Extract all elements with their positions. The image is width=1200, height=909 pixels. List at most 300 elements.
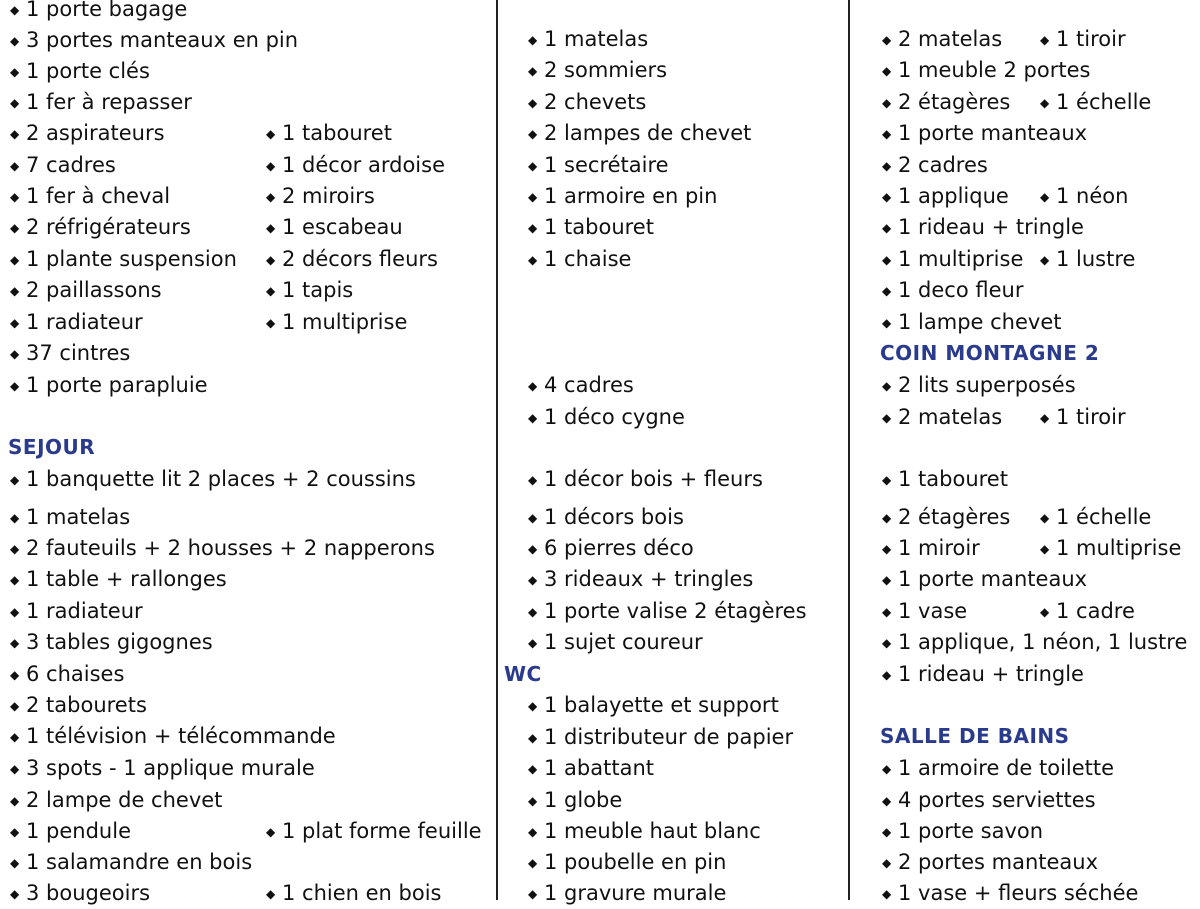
bullet-diamond-icon: ◆ [266, 253, 276, 267]
inventory-row [0, 244, 496, 274]
inventory-item-secondary [1040, 596, 1135, 627]
inventory-item-label: 3 rideaux + tringles [544, 567, 754, 591]
inventory-item-label: 1 décor ardoise [282, 153, 445, 177]
bullet-diamond-icon: ◆ [882, 127, 892, 141]
inventory-item-label: 1 radiateur [26, 310, 143, 334]
inventory-row [852, 24, 1200, 54]
inventory-item-label: 2 étagères [898, 90, 1011, 114]
inventory-item-label: 1 tabouret [282, 121, 392, 145]
inventory-row [500, 24, 848, 54]
bullet-diamond-icon: ◆ [528, 542, 538, 556]
inventory-item [528, 753, 654, 784]
inventory-column-entrance-sejour [0, 0, 496, 905]
inventory-item-label: 1 échelle [1056, 90, 1152, 114]
inventory-item-secondary [266, 816, 482, 847]
inventory-row [500, 212, 848, 242]
inventory-item [882, 370, 1076, 401]
inventory-item-label: 1 lustre [1056, 247, 1136, 271]
inventory-row [500, 847, 848, 877]
inventory-item [10, 212, 191, 243]
bullet-diamond-icon: ◆ [1040, 190, 1050, 204]
inventory-row [500, 816, 848, 846]
bullet-diamond-icon: ◆ [528, 573, 538, 587]
inventory-item-secondary [266, 212, 403, 243]
inventory-item-label: 1 tiroir [1056, 405, 1126, 429]
inventory-row [852, 150, 1200, 180]
bullet-diamond-icon: ◆ [528, 887, 538, 901]
inventory-row [500, 596, 848, 626]
inventory-item [528, 55, 667, 86]
inventory-item [882, 533, 980, 564]
bullet-diamond-icon: ◆ [10, 825, 20, 839]
inventory-item [528, 150, 669, 181]
inventory-item-label: 1 applique [898, 184, 1009, 208]
bullet-diamond-icon: ◆ [10, 34, 20, 48]
inventory-row [0, 87, 496, 117]
inventory-item-label: 2 sommiers [544, 58, 668, 82]
inventory-item-secondary [1040, 533, 1181, 564]
bullet-diamond-icon: ◆ [10, 379, 20, 393]
bullet-diamond-icon: ◆ [528, 159, 538, 173]
inventory-item [528, 627, 703, 658]
inventory-item-label: 1 distributeur de papier [544, 725, 794, 749]
inventory-row [0, 181, 496, 211]
inventory-row [852, 564, 1200, 594]
inventory-row [852, 275, 1200, 305]
inventory-item [882, 627, 1187, 658]
inventory-item-secondary [1040, 402, 1126, 433]
inventory-item-label: 1 multiprise [898, 247, 1024, 271]
inventory-item-label: 2 chevets [544, 90, 647, 114]
bullet-diamond-icon: ◆ [882, 668, 892, 682]
bullet-diamond-icon: ◆ [10, 473, 20, 487]
inventory-item-label: 2 tabourets [26, 693, 147, 717]
inventory-item [10, 627, 213, 658]
bullet-diamond-icon: ◆ [10, 253, 20, 267]
bullet-diamond-icon: ◆ [1040, 605, 1050, 619]
inventory-row [0, 56, 496, 86]
inventory-row [852, 533, 1200, 563]
inventory-item-label: 1 plante suspension [26, 247, 237, 271]
inventory-row [0, 627, 496, 657]
bullet-diamond-icon: ◆ [882, 605, 892, 619]
inventory-item [528, 878, 726, 909]
inventory-item-label: 1 porte clés [26, 59, 150, 83]
inventory-item [882, 753, 1114, 784]
inventory-row [0, 118, 496, 148]
bullet-diamond-icon: ◆ [882, 159, 892, 173]
inventory-item [882, 402, 1002, 433]
bullet-diamond-icon: ◆ [10, 159, 20, 173]
inventory-item-secondary [266, 307, 407, 338]
bullet-diamond-icon: ◆ [528, 762, 538, 776]
inventory-item [10, 502, 130, 533]
bullet-diamond-icon: ◆ [528, 794, 538, 808]
inventory-item-label: 1 porte savon [898, 819, 1044, 843]
bullet-diamond-icon: ◆ [882, 762, 892, 776]
inventory-row [852, 878, 1200, 908]
inventory-item-label: 3 portes manteaux en pin [26, 28, 299, 52]
inventory-row [852, 402, 1200, 432]
inventory-item-label: 1 tabouret [544, 215, 654, 239]
inventory-item [10, 721, 336, 752]
inventory-item [528, 847, 726, 878]
inventory-row [0, 307, 496, 337]
bullet-diamond-icon: ◆ [10, 794, 20, 808]
inventory-item [528, 244, 631, 275]
inventory-item-secondary [266, 181, 375, 212]
bullet-diamond-icon: ◆ [528, 221, 538, 235]
column-separator [496, 0, 498, 900]
bullet-diamond-icon: ◆ [1040, 96, 1050, 110]
inventory-row [0, 690, 496, 720]
inventory-item [528, 502, 684, 533]
bullet-diamond-icon: ◆ [528, 64, 538, 78]
inventory-item-label: 1 rideau + tringle [898, 215, 1084, 239]
inventory-item-label: 1 tapis [282, 278, 354, 302]
bullet-diamond-icon: ◆ [528, 731, 538, 745]
inventory-row [500, 244, 848, 274]
bullet-diamond-icon: ◆ [882, 411, 892, 425]
inventory-item-secondary [1040, 87, 1151, 118]
inventory-row [500, 464, 848, 494]
inventory-item-secondary [266, 150, 445, 181]
inventory-item-label: 1 tiroir [1056, 27, 1126, 51]
inventory-item-label: 1 gravure murale [544, 881, 727, 905]
bullet-diamond-icon: ◆ [10, 127, 20, 141]
inventory-item-label: 2 aspirateurs [26, 121, 165, 145]
inventory-item-label: 1 fer à repasser [26, 90, 192, 114]
inventory-item [882, 785, 1096, 816]
inventory-item-label: 1 tabouret [898, 467, 1008, 491]
inventory-item-label: 1 rideau + tringle [898, 662, 1084, 686]
inventory-item-label: 1 chien en bois [282, 881, 442, 905]
inventory-item-label: 1 globe [544, 788, 623, 812]
bullet-diamond-icon: ◆ [1040, 411, 1050, 425]
inventory-row [852, 847, 1200, 877]
bullet-diamond-icon: ◆ [882, 856, 892, 870]
inventory-row [500, 118, 848, 148]
inventory-item [10, 690, 147, 721]
inventory-row [852, 212, 1200, 242]
bullet-diamond-icon: ◆ [266, 159, 276, 173]
inventory-item [10, 25, 298, 56]
inventory-item [10, 370, 208, 401]
inventory-row [0, 533, 496, 563]
bullet-diamond-icon: ◆ [882, 825, 892, 839]
bullet-diamond-icon: ◆ [882, 473, 892, 487]
inventory-item-secondary [1040, 181, 1128, 212]
inventory-item-label: 1 porte valise 2 étagères [544, 599, 807, 623]
section-heading: COIN MONTAGNE 2 [880, 341, 1100, 365]
inventory-item-label: 1 fer à cheval [26, 184, 171, 208]
inventory-item-label: 1 abattant [544, 756, 654, 780]
inventory-row [0, 785, 496, 815]
inventory-row [0, 878, 496, 908]
bullet-diamond-icon: ◆ [10, 762, 20, 776]
inventory-item [10, 275, 162, 306]
inventory-column-mountain-bathroom [852, 0, 1200, 905]
inventory-row [0, 275, 496, 305]
inventory-row [0, 212, 496, 242]
inventory-item-label: 1 porte manteaux [898, 567, 1088, 591]
inventory-item [10, 307, 143, 338]
bullet-diamond-icon: ◆ [10, 573, 20, 587]
inventory-item [10, 56, 150, 87]
inventory-item-label: 1 décors bois [544, 505, 684, 529]
inventory-row [0, 659, 496, 689]
inventory-row [500, 785, 848, 815]
bullet-diamond-icon: ◆ [882, 316, 892, 330]
inventory-row [500, 690, 848, 720]
bullet-diamond-icon: ◆ [1040, 542, 1050, 556]
inventory-item-label: 1 balayette et support [544, 693, 779, 717]
inventory-item-label: 1 multiprise [282, 310, 408, 334]
bullet-diamond-icon: ◆ [528, 127, 538, 141]
inventory-item [882, 55, 1090, 86]
inventory-item-label: 1 secrétaire [544, 153, 669, 177]
inventory-item [10, 847, 252, 878]
inventory-item [10, 244, 237, 275]
inventory-item-secondary [266, 118, 392, 149]
bullet-diamond-icon: ◆ [10, 347, 20, 361]
bullet-diamond-icon: ◆ [528, 699, 538, 713]
inventory-item-label: 1 sujet coureur [544, 630, 703, 654]
inventory-item-label: 2 portes manteaux [898, 850, 1099, 874]
inventory-item [10, 564, 227, 595]
inventory-item-label: 1 décor bois + fleurs [544, 467, 763, 491]
inventory-item-label: 1 matelas [544, 27, 649, 51]
bullet-diamond-icon: ◆ [266, 284, 276, 298]
bullet-diamond-icon: ◆ [882, 542, 892, 556]
bullet-diamond-icon: ◆ [882, 190, 892, 204]
inventory-row [852, 55, 1200, 85]
inventory-row [500, 181, 848, 211]
inventory-row [852, 596, 1200, 626]
inventory-row [500, 87, 848, 117]
inventory-item-label: 1 lampe chevet [898, 310, 1062, 334]
bullet-diamond-icon: ◆ [882, 253, 892, 267]
bullet-diamond-icon: ◆ [882, 794, 892, 808]
inventory-item-label: 1 miroir [898, 536, 980, 560]
bullet-diamond-icon: ◆ [882, 96, 892, 110]
inventory-item-label: 7 cadres [26, 153, 116, 177]
inventory-item [882, 464, 1008, 495]
inventory-row [0, 753, 496, 783]
inventory-item [882, 878, 1138, 909]
inventory-item [10, 596, 143, 627]
inventory-item-label: 1 salamandre en bois [26, 850, 253, 874]
bullet-diamond-icon: ◆ [882, 573, 892, 587]
inventory-item [882, 181, 1009, 212]
bullet-diamond-icon: ◆ [10, 636, 20, 650]
bullet-diamond-icon: ◆ [528, 253, 538, 267]
inventory-item-label: 4 portes serviettes [898, 788, 1096, 812]
inventory-item-label: 1 néon [1056, 184, 1129, 208]
inventory-row [500, 564, 848, 594]
inventory-row [0, 816, 496, 846]
bullet-diamond-icon: ◆ [266, 190, 276, 204]
bullet-diamond-icon: ◆ [10, 605, 20, 619]
inventory-row [0, 847, 496, 877]
bullet-diamond-icon: ◆ [10, 190, 20, 204]
inventory-row [852, 816, 1200, 846]
inventory-row [852, 753, 1200, 783]
bullet-diamond-icon: ◆ [528, 856, 538, 870]
inventory-row [0, 0, 496, 24]
inventory-item-label: 1 meuble 2 portes [898, 58, 1091, 82]
section-heading: SEJOUR [8, 435, 96, 459]
inventory-item [528, 596, 807, 627]
bullet-diamond-icon: ◆ [266, 887, 276, 901]
bullet-diamond-icon: ◆ [10, 856, 20, 870]
inventory-row [500, 722, 848, 752]
inventory-row [500, 150, 848, 180]
bullet-diamond-icon: ◆ [1040, 253, 1050, 267]
inventory-row [500, 502, 848, 532]
inventory-item-label: 1 plat forme feuille [282, 819, 482, 843]
inventory-item [10, 181, 170, 212]
inventory-column-bedroom-wc [500, 0, 848, 905]
inventory-row [500, 878, 848, 908]
bullet-diamond-icon: ◆ [266, 127, 276, 141]
bullet-diamond-icon: ◆ [528, 411, 538, 425]
inventory-item [882, 24, 1002, 55]
column-separator [848, 0, 850, 900]
bullet-diamond-icon: ◆ [266, 316, 276, 330]
inventory-item [882, 847, 1098, 878]
bullet-diamond-icon: ◆ [10, 284, 20, 298]
inventory-item [882, 596, 967, 627]
bullet-diamond-icon: ◆ [528, 825, 538, 839]
inventory-item-label: 1 deco fleur [898, 278, 1024, 302]
inventory-item [10, 753, 315, 784]
inventory-row [852, 464, 1200, 494]
inventory-item [882, 118, 1087, 149]
bullet-diamond-icon: ◆ [882, 64, 892, 78]
bullet-diamond-icon: ◆ [882, 33, 892, 47]
bullet-diamond-icon: ◆ [10, 316, 20, 330]
bullet-diamond-icon: ◆ [528, 511, 538, 525]
inventory-item-label: 1 vase [898, 599, 968, 623]
inventory-item [10, 87, 192, 118]
inventory-item [10, 338, 130, 369]
inventory-item-label: 1 matelas [26, 505, 131, 529]
inventory-row [0, 464, 496, 494]
inventory-item-label: 1 meuble haut blanc [544, 819, 761, 843]
inventory-item [528, 118, 751, 149]
inventory-item-label: 1 chaise [544, 247, 632, 271]
section-heading: WC [504, 662, 542, 686]
inventory-item [10, 150, 116, 181]
inventory-item [10, 118, 165, 149]
inventory-item [882, 659, 1084, 690]
inventory-item-secondary [266, 244, 438, 275]
bullet-diamond-icon: ◆ [528, 379, 538, 393]
inventory-item-label: 1 applique, 1 néon, 1 lustre [898, 630, 1188, 654]
bullet-diamond-icon: ◆ [528, 96, 538, 110]
inventory-row [852, 370, 1200, 400]
inventory-item [528, 24, 648, 55]
inventory-item-label: 37 cintres [26, 341, 131, 365]
inventory-row [500, 627, 848, 657]
bullet-diamond-icon: ◆ [266, 825, 276, 839]
inventory-item [528, 564, 753, 595]
inventory-item-label: 2 réfrigérateurs [26, 215, 191, 239]
bullet-diamond-icon: ◆ [10, 887, 20, 901]
bullet-diamond-icon: ◆ [10, 730, 20, 744]
inventory-item-label: 1 pendule [26, 819, 131, 843]
inventory-row [500, 55, 848, 85]
inventory-item-label: 3 tables gigognes [26, 630, 213, 654]
inventory-item [882, 307, 1061, 338]
inventory-item-label: 1 radiateur [26, 599, 143, 623]
inventory-row [852, 244, 1200, 274]
inventory-item-label: 2 lampes de chevet [544, 121, 752, 145]
inventory-item-label: 2 lampe de chevet [26, 788, 223, 812]
bullet-diamond-icon: ◆ [10, 511, 20, 525]
inventory-item-label: 6 chaises [26, 662, 125, 686]
inventory-row [500, 753, 848, 783]
bullet-diamond-icon: ◆ [1040, 33, 1050, 47]
inventory-item-label: 1 table + rallonges [26, 567, 227, 591]
inventory-item-label: 2 miroirs [282, 184, 375, 208]
inventory-item-secondary [1040, 502, 1151, 533]
inventory-item [528, 212, 654, 243]
inventory-item-label: 1 déco cygne [544, 405, 685, 429]
inventory-row [0, 370, 496, 400]
inventory-item [528, 722, 793, 753]
inventory-item-label: 1 armoire de toilette [898, 756, 1115, 780]
inventory-row [0, 150, 496, 180]
bullet-diamond-icon: ◆ [882, 636, 892, 650]
inventory-item-label: 1 cadre [1056, 599, 1135, 623]
inventory-item [882, 212, 1084, 243]
inventory-item-label: 1 multiprise [1056, 536, 1182, 560]
bullet-diamond-icon: ◆ [528, 636, 538, 650]
inventory-item-label: 1 banquette lit 2 places + 2 coussins [26, 467, 416, 491]
inventory-item [882, 502, 1010, 533]
inventory-item-label: 1 échelle [1056, 505, 1152, 529]
inventory-item [10, 0, 187, 25]
inventory-item-label: 1 escabeau [282, 215, 403, 239]
inventory-row [0, 721, 496, 751]
inventory-row [500, 533, 848, 563]
bullet-diamond-icon: ◆ [10, 65, 20, 79]
inventory-item [528, 816, 761, 847]
inventory-item-label: 1 vase + fleurs séchée [898, 881, 1139, 905]
inventory-item [528, 690, 779, 721]
inventory-row [0, 596, 496, 626]
inventory-row [500, 402, 848, 432]
inventory-item [10, 878, 150, 909]
bullet-diamond-icon: ◆ [1040, 511, 1050, 525]
inventory-item-label: 4 cadres [544, 373, 634, 397]
inventory-item [882, 275, 1023, 306]
inventory-row [0, 564, 496, 594]
bullet-diamond-icon: ◆ [882, 284, 892, 298]
inventory-item [10, 659, 124, 690]
inventory-row [852, 87, 1200, 117]
inventory-item [528, 785, 622, 816]
inventory-item-label: 2 lits superposés [898, 373, 1076, 397]
bullet-diamond-icon: ◆ [10, 542, 20, 556]
inventory-item-label: 2 cadres [898, 153, 988, 177]
inventory-item [10, 464, 416, 495]
inventory-item-label: 2 matelas [898, 405, 1003, 429]
bullet-diamond-icon: ◆ [528, 190, 538, 204]
inventory-item-label: 2 décors fleurs [282, 247, 438, 271]
